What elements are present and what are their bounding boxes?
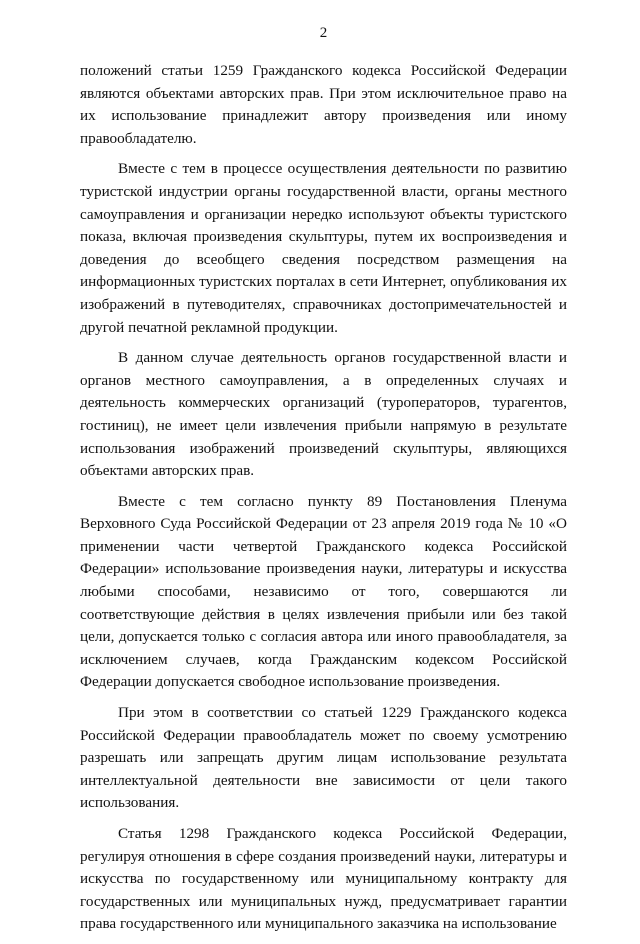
paragraph-continuation: положений статьи 1259 Гражданского кодекса Российской Федерации являются объектами авторских прав. При этом исключительное право на их использование принадлежит автору произведения или иному правообладателю.: [80, 62, 567, 147]
paragraph-no-profit: В данном случае деятельность органов государственной власти и органов местного самоуправления, а в определенных случаях и деятельность коммерческих организаций (туроператоров, турагентов, гостиниц), не имеет цели извлечения прибыли напрямую в результате использования изображений произведений скульптуры, являющихся объектами авторских прав.: [80, 349, 567, 480]
page-number: 2: [319, 25, 328, 41]
paragraph-article-1229: При этом в соответствии со статьей 1229 Гражданского кодекса Российской Федерации правообладатель может по своему усмотрению разрешать или запрещать другим лицам использование результата интеллектуальной деятельности вне зависимости от цели такого использования.: [80, 704, 567, 812]
paragraph-supreme-court: Вместе с тем согласно пункту 89 Постановления Пленума Верховного Суда Российской Федерации от 23 апреля 2019 года № 10 «О применении части четвертой Гражданского кодекса Российской Федерации» использование произведения науки, литературы и искусства любыми способами, независимо от того, совершаются ли соответствующие действия в целях извлечения прибыли или без такой цели, допускается только с согласия автора или иного правообладателя, за исключением случаев, когда Гражданским кодексом Российской Федерации допускается свободное использование произведения.: [80, 492, 567, 691]
document-body: [80, 60, 567, 944]
paragraph-article-1298: Статья 1298 Гражданского кодекса Российской Федерации, регулируя отношения в сфере создания произведений науки, литературы и искусства по государственному или муниципальному контракту для государственных или муниципальных нужд, предусматривает гарантии права государственного или муниципального заказчика на использование: [80, 825, 567, 933]
paragraph-tourism-use: Вместе с тем в процессе осуществления деятельности по развитию туристской индустрии органы государственной власти, органы местного самоуправления и организации нередко используют объекты туристского показа, включая произведения скульптуры, путем их воспроизведения и доведения до всеобщего сведения посредством размещения на информационных туристских порталах в сети Интернет, опубликования их изображений в путеводителях, справочниках достопримечательностей и другой печатной рекламной продукции.: [80, 160, 567, 336]
document-page: [80, 0, 567, 933]
